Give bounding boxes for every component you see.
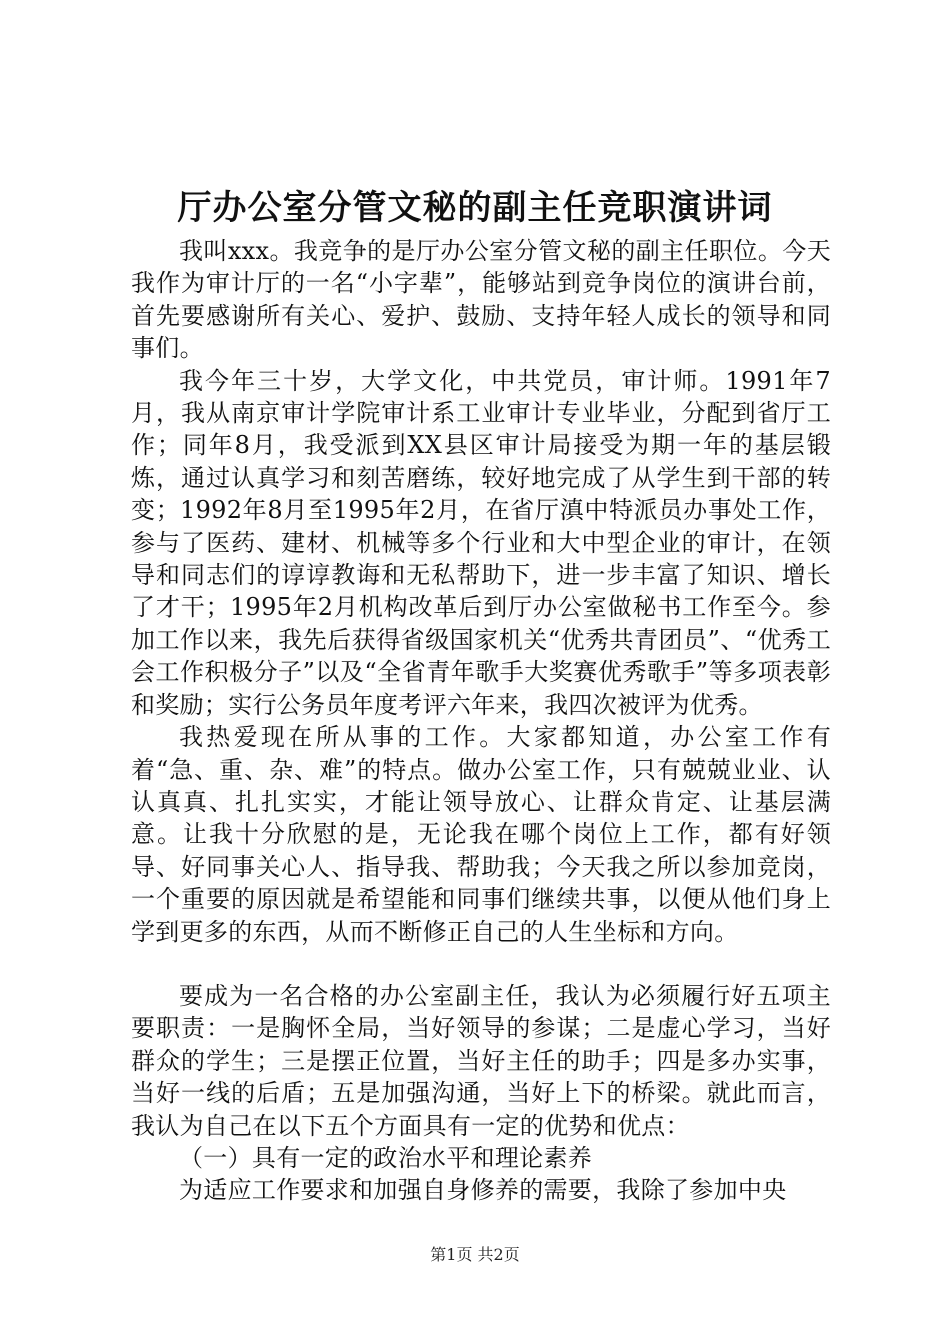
paragraph-background: 我今年三十岁，大学文化，中共党员，审计师。1991年7月，我从南京审计学院审计系工业审计专业毕业，分配到省厅工作；同年8月，我受派到XX县区审计局接受为期一年的基层锻炼，通过认真学习和刻苦磨练，较好地完成了从学生到干部的转变；1992年8月至1995年2月，在省厅滇中特派员办事处工作，参与了医药、建材、机械等多个行业和大中型企业的审计，在领导和同志们的谆谆教诲和无私帮助下，进一步丰富了知识、增长了才干；1995年2月机构改革后到厅办公室做秘书工作至今。参加工作以来，我先后获得省级国家机关“优秀共青团员”、“优秀工会工作积极分子”以及“全省青年歌手大奖赛优秀歌手”等多项表彰和奖励；实行公务员年度考评六年来，我四次被评为优秀。 [131, 366, 831, 719]
paragraph-work-attitude: 我热爱现在所从事的工作。大家都知道，办公室工作有着“急、重、杂、难”的特点。做办公室工作，只有兢兢业业、认认真真、扎扎实实，才能让领导放心、让群众肯定、让基层满意。让我十分欣慰的是，无论我在哪个岗位上工作，都有好领导、好同事关心人、指导我、帮助我；今天我之所以参加竞岗，一个重要的原因就是希望能和同事们继续共事，以便从他们身上学到更多的东西，从而不断修正自己的人生坐标和方向。 [131, 723, 831, 946]
document-title: 厅办公室分管文秘的副主任竞职演讲词 [177, 188, 773, 228]
paragraph-section-1: 为适应工作要求和加强自身修养的需要，我除了参加中央 [179, 1176, 787, 1205]
paragraph-responsibilities: 要成为一名合格的办公室副主任，我认为必须履行好五项主要职责：一是胸怀全局，当好领导的参谋；二是虚心学习，当好群众的学生；三是摆正位置，当好主任的助手；四是多办实事，当好一线的后盾；五是加强沟通，当好上下的桥梁。就此而言，我认为自己在以下五个方面具有一定的优势和优点： [131, 981, 831, 1140]
paragraph-intro: 我叫xxx。我竞争的是厅办公室分管文秘的副主任职位。今天我作为审计厅的一名“小字辈”，能够站到竞争岗位的演讲台前，首先要感谢所有关心、爱护、鼓励、支持年轻人成长的领导和同事们。 [131, 237, 831, 363]
document-body [131, 235, 831, 1207]
section-heading-1: （一）具有一定的政治水平和理论素养 [179, 1143, 593, 1172]
page-footer: 第1页 共2页 [430, 1245, 520, 1264]
